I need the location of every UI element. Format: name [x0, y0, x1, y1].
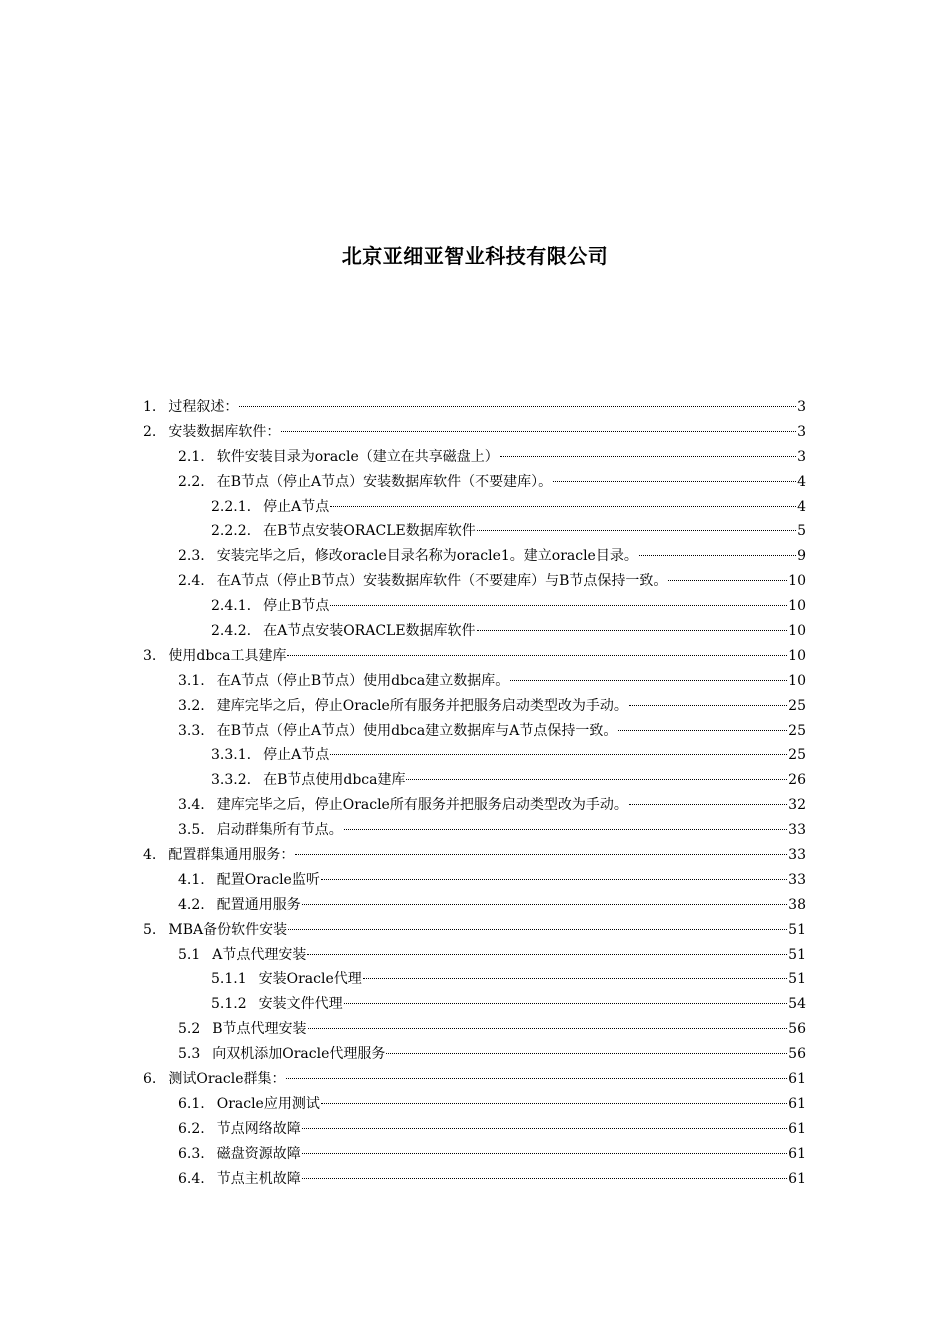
toc-entry-title: MBA备份软件安装	[168, 921, 288, 938]
toc-dot-leader	[477, 529, 796, 531]
toc-entry-page: 25	[788, 722, 806, 739]
table-of-contents	[143, 395, 806, 1192]
toc-entry-page: 33	[788, 822, 806, 839]
toc-entry[interactable]	[143, 619, 806, 644]
toc-entry-number: 5.3	[178, 1046, 201, 1063]
toc-entry-page: 61	[788, 1095, 806, 1112]
toc-entry-title: 启动群集所有节点。	[216, 822, 343, 839]
toc-dot-leader	[406, 778, 787, 780]
toc-entry[interactable]	[143, 1142, 806, 1167]
toc-entry-title: 安装Oracle代理	[258, 971, 362, 988]
toc-entry-title: Oracle应用测试	[216, 1095, 320, 1112]
toc-entry-page: 38	[788, 896, 806, 913]
toc-entry-number: 2.2.2.	[211, 523, 252, 540]
toc-entry-page: 25	[788, 747, 806, 764]
toc-entry-title: 停止A节点	[263, 498, 330, 515]
toc-dot-leader	[308, 1027, 788, 1029]
toc-entry-title: 使用dbca工具建库	[168, 647, 287, 664]
toc-entry[interactable]	[143, 420, 806, 445]
toc-entry-page: 5	[797, 523, 806, 540]
toc-entry-title: 停止B节点	[263, 598, 330, 615]
toc-entry[interactable]	[143, 793, 806, 818]
toc-entry-number: 2.3.	[178, 548, 205, 565]
toc-entry-page: 10	[788, 623, 806, 640]
toc-entry-page: 61	[788, 1170, 806, 1187]
toc-entry[interactable]	[143, 967, 806, 992]
toc-entry[interactable]	[143, 495, 806, 520]
toc-entry-number: 2.1.	[178, 448, 205, 465]
toc-entry-page: 10	[788, 647, 806, 664]
toc-entry-title: B节点代理安装	[212, 1021, 307, 1038]
toc-entry-number: 3.	[143, 647, 157, 664]
toc-entry-page: 56	[788, 1021, 806, 1038]
toc-dot-leader	[288, 928, 787, 930]
toc-entry-page: 54	[788, 996, 806, 1013]
toc-entry-number: 3.5.	[178, 822, 205, 839]
toc-entry-page: 4	[797, 498, 806, 515]
toc-entry-page: 56	[788, 1046, 806, 1063]
toc-entry-title: 在B节点（停止A节点）安装数据库软件（不要建库）。	[216, 473, 553, 490]
toc-dot-leader	[477, 629, 788, 631]
toc-entry[interactable]	[143, 1092, 806, 1117]
toc-entry[interactable]	[143, 644, 806, 669]
toc-entry-page: 4	[797, 473, 806, 490]
toc-entry-page: 10	[788, 573, 806, 590]
toc-entry-number: 2.	[143, 423, 157, 440]
toc-entry[interactable]	[143, 943, 806, 968]
toc-entry-number: 6.2.	[178, 1120, 205, 1137]
toc-entry-page: 26	[788, 772, 806, 789]
toc-entry[interactable]	[143, 544, 806, 569]
toc-entry-number: 2.2.1.	[211, 498, 252, 515]
toc-entry-page: 61	[788, 1120, 806, 1137]
toc-dot-leader	[302, 1177, 787, 1179]
toc-entry-number: 5.1.2	[211, 996, 247, 1013]
toc-entry-page: 33	[788, 847, 806, 864]
toc-entry[interactable]	[143, 719, 806, 744]
toc-entry[interactable]	[143, 569, 806, 594]
toc-entry-title: 测试Oracle群集：	[168, 1071, 286, 1088]
toc-entry-number: 4.2.	[178, 896, 205, 913]
toc-entry-title: 在B节点安装ORACLE数据库软件	[263, 523, 476, 540]
toc-entry-title: 安装文件代理	[258, 996, 343, 1013]
toc-entry-title: 向双机添加Oracle代理服务	[212, 1046, 386, 1063]
toc-entry-number: 6.4.	[178, 1170, 205, 1187]
toc-dot-leader	[287, 654, 787, 656]
toc-entry-number: 3.1.	[178, 672, 205, 689]
toc-dot-leader	[295, 853, 787, 855]
toc-dot-leader	[629, 704, 787, 706]
toc-entry-title: 软件安装目录为oracle（建立在共享磁盘上）	[216, 448, 499, 465]
toc-entry[interactable]	[143, 470, 806, 495]
toc-dot-leader	[500, 455, 796, 457]
toc-dot-leader	[510, 679, 787, 681]
toc-dot-leader	[281, 430, 796, 432]
toc-entry[interactable]	[143, 1067, 806, 1092]
toc-entry[interactable]	[143, 395, 806, 420]
toc-entry-title: 节点网络故障	[216, 1120, 301, 1137]
toc-dot-leader	[386, 1052, 787, 1054]
toc-dot-leader	[344, 1002, 788, 1004]
toc-entry[interactable]	[143, 843, 806, 868]
toc-entry-number: 2.4.1.	[211, 598, 252, 615]
toc-entry-title: 建库完毕之后，停止Oracle所有服务并把服务启动类型改为手动。	[216, 697, 628, 714]
toc-dot-leader	[629, 803, 787, 805]
toc-entry-page: 3	[797, 448, 806, 465]
toc-entry-page: 3	[797, 423, 806, 440]
toc-entry-number: 2.4.2.	[211, 623, 252, 640]
toc-dot-leader	[330, 505, 796, 507]
toc-entry-number: 5.1.1	[211, 971, 247, 988]
toc-entry[interactable]	[143, 669, 806, 694]
toc-dot-leader	[618, 729, 787, 731]
toc-entry-number: 3.3.2.	[211, 772, 252, 789]
toc-entry-title: 节点主机故障	[216, 1170, 301, 1187]
toc-entry-number: 4.	[143, 847, 157, 864]
toc-entry[interactable]	[143, 1117, 806, 1142]
toc-entry[interactable]	[143, 1167, 806, 1192]
toc-entry-number: 5.	[143, 921, 157, 938]
toc-dot-leader	[344, 828, 787, 830]
toc-dot-leader	[363, 977, 787, 979]
toc-entry-title: 磁盘资源故障	[216, 1145, 301, 1162]
toc-entry-page: 25	[788, 697, 806, 714]
toc-dot-leader	[330, 753, 787, 755]
toc-entry-page: 51	[788, 946, 806, 963]
toc-entry-number: 6.	[143, 1071, 157, 1088]
toc-dot-leader	[302, 1127, 787, 1129]
toc-entry-page: 9	[797, 548, 806, 565]
toc-entry-page: 3	[797, 399, 806, 415]
toc-entry-title: A节点代理安装	[212, 946, 307, 963]
toc-dot-leader	[302, 1152, 787, 1154]
toc-entry-title: 过程叙述：	[168, 399, 239, 415]
toc-entry-number: 2.4.	[178, 573, 205, 590]
company-title: 北京亚细亚智业科技有限公司	[341, 244, 609, 268]
toc-entry-title: 在B节点（停止A节点）使用dbca建立数据库与A节点保持一致。	[216, 722, 618, 739]
toc-entry[interactable]	[143, 818, 806, 843]
toc-entry-title: 停止A节点	[263, 747, 330, 764]
toc-entry[interactable]	[143, 519, 806, 544]
toc-dot-leader	[286, 1077, 787, 1079]
toc-entry-page: 33	[788, 871, 806, 888]
toc-dot-leader	[302, 903, 787, 905]
toc-entry-number: 6.1.	[178, 1095, 205, 1112]
toc-dot-leader	[639, 554, 796, 556]
toc-entry-page: 51	[788, 921, 806, 938]
toc-entry-number: 3.3.	[178, 722, 205, 739]
toc-entry[interactable]	[143, 445, 806, 470]
toc-entry-page: 32	[788, 797, 806, 814]
toc-entry-title: 建库完毕之后，停止Oracle所有服务并把服务启动类型改为手动。	[216, 797, 628, 814]
toc-entry[interactable]	[143, 743, 806, 768]
toc-entry-number: 3.4.	[178, 797, 205, 814]
toc-entry-number: 3.2.	[178, 697, 205, 714]
toc-entry[interactable]	[143, 1042, 806, 1067]
toc-entry[interactable]	[143, 594, 806, 619]
toc-dot-leader	[553, 480, 796, 482]
toc-entry[interactable]	[143, 918, 806, 943]
toc-dot-leader	[307, 953, 787, 955]
toc-entry-number: 6.3.	[178, 1145, 205, 1162]
toc-dot-leader	[239, 405, 796, 407]
toc-entry-title: 配置通用服务	[216, 896, 301, 913]
toc-entry-title: 在A节点（停止B节点）使用dbca建立数据库。	[216, 672, 510, 689]
toc-dot-leader	[321, 1102, 787, 1104]
toc-entry-title: 配置群集通用服务：	[168, 847, 295, 864]
toc-dot-leader	[668, 579, 787, 581]
toc-entry-number: 4.1.	[178, 871, 205, 888]
toc-dot-leader	[330, 604, 787, 606]
toc-entry-title: 安装数据库软件：	[168, 423, 281, 440]
toc-entry-number: 5.1	[178, 946, 201, 963]
toc-entry-page: 10	[788, 598, 806, 615]
toc-entry-number: 1.	[143, 399, 157, 415]
toc-entry-title: 配置Oracle监听	[216, 871, 320, 888]
toc-entry-number: 5.2	[178, 1021, 201, 1038]
toc-entry-title: 在A节点（停止B节点）安装数据库软件（不要建库）与B节点保持一致。	[216, 573, 668, 590]
toc-entry[interactable]	[143, 1017, 806, 1042]
toc-entry-number: 3.3.1.	[211, 747, 252, 764]
toc-entry-title: 在B节点使用dbca建库	[263, 772, 406, 789]
toc-entry[interactable]	[143, 768, 806, 793]
toc-entry-page: 61	[788, 1071, 806, 1088]
toc-dot-leader	[321, 878, 787, 880]
toc-entry[interactable]	[143, 694, 806, 719]
toc-entry-page: 51	[788, 971, 806, 988]
toc-entry[interactable]	[143, 893, 806, 918]
toc-entry-number: 2.2.	[178, 473, 205, 490]
toc-entry-title: 安装完毕之后，修改oracle目录名称为oracle1。建立oracle目录。	[216, 548, 638, 565]
toc-entry-title: 在A节点安装ORACLE数据库软件	[263, 623, 476, 640]
toc-entry[interactable]	[143, 868, 806, 893]
toc-entry[interactable]	[143, 992, 806, 1017]
toc-entry-page: 61	[788, 1145, 806, 1162]
toc-entry-page: 10	[788, 672, 806, 689]
